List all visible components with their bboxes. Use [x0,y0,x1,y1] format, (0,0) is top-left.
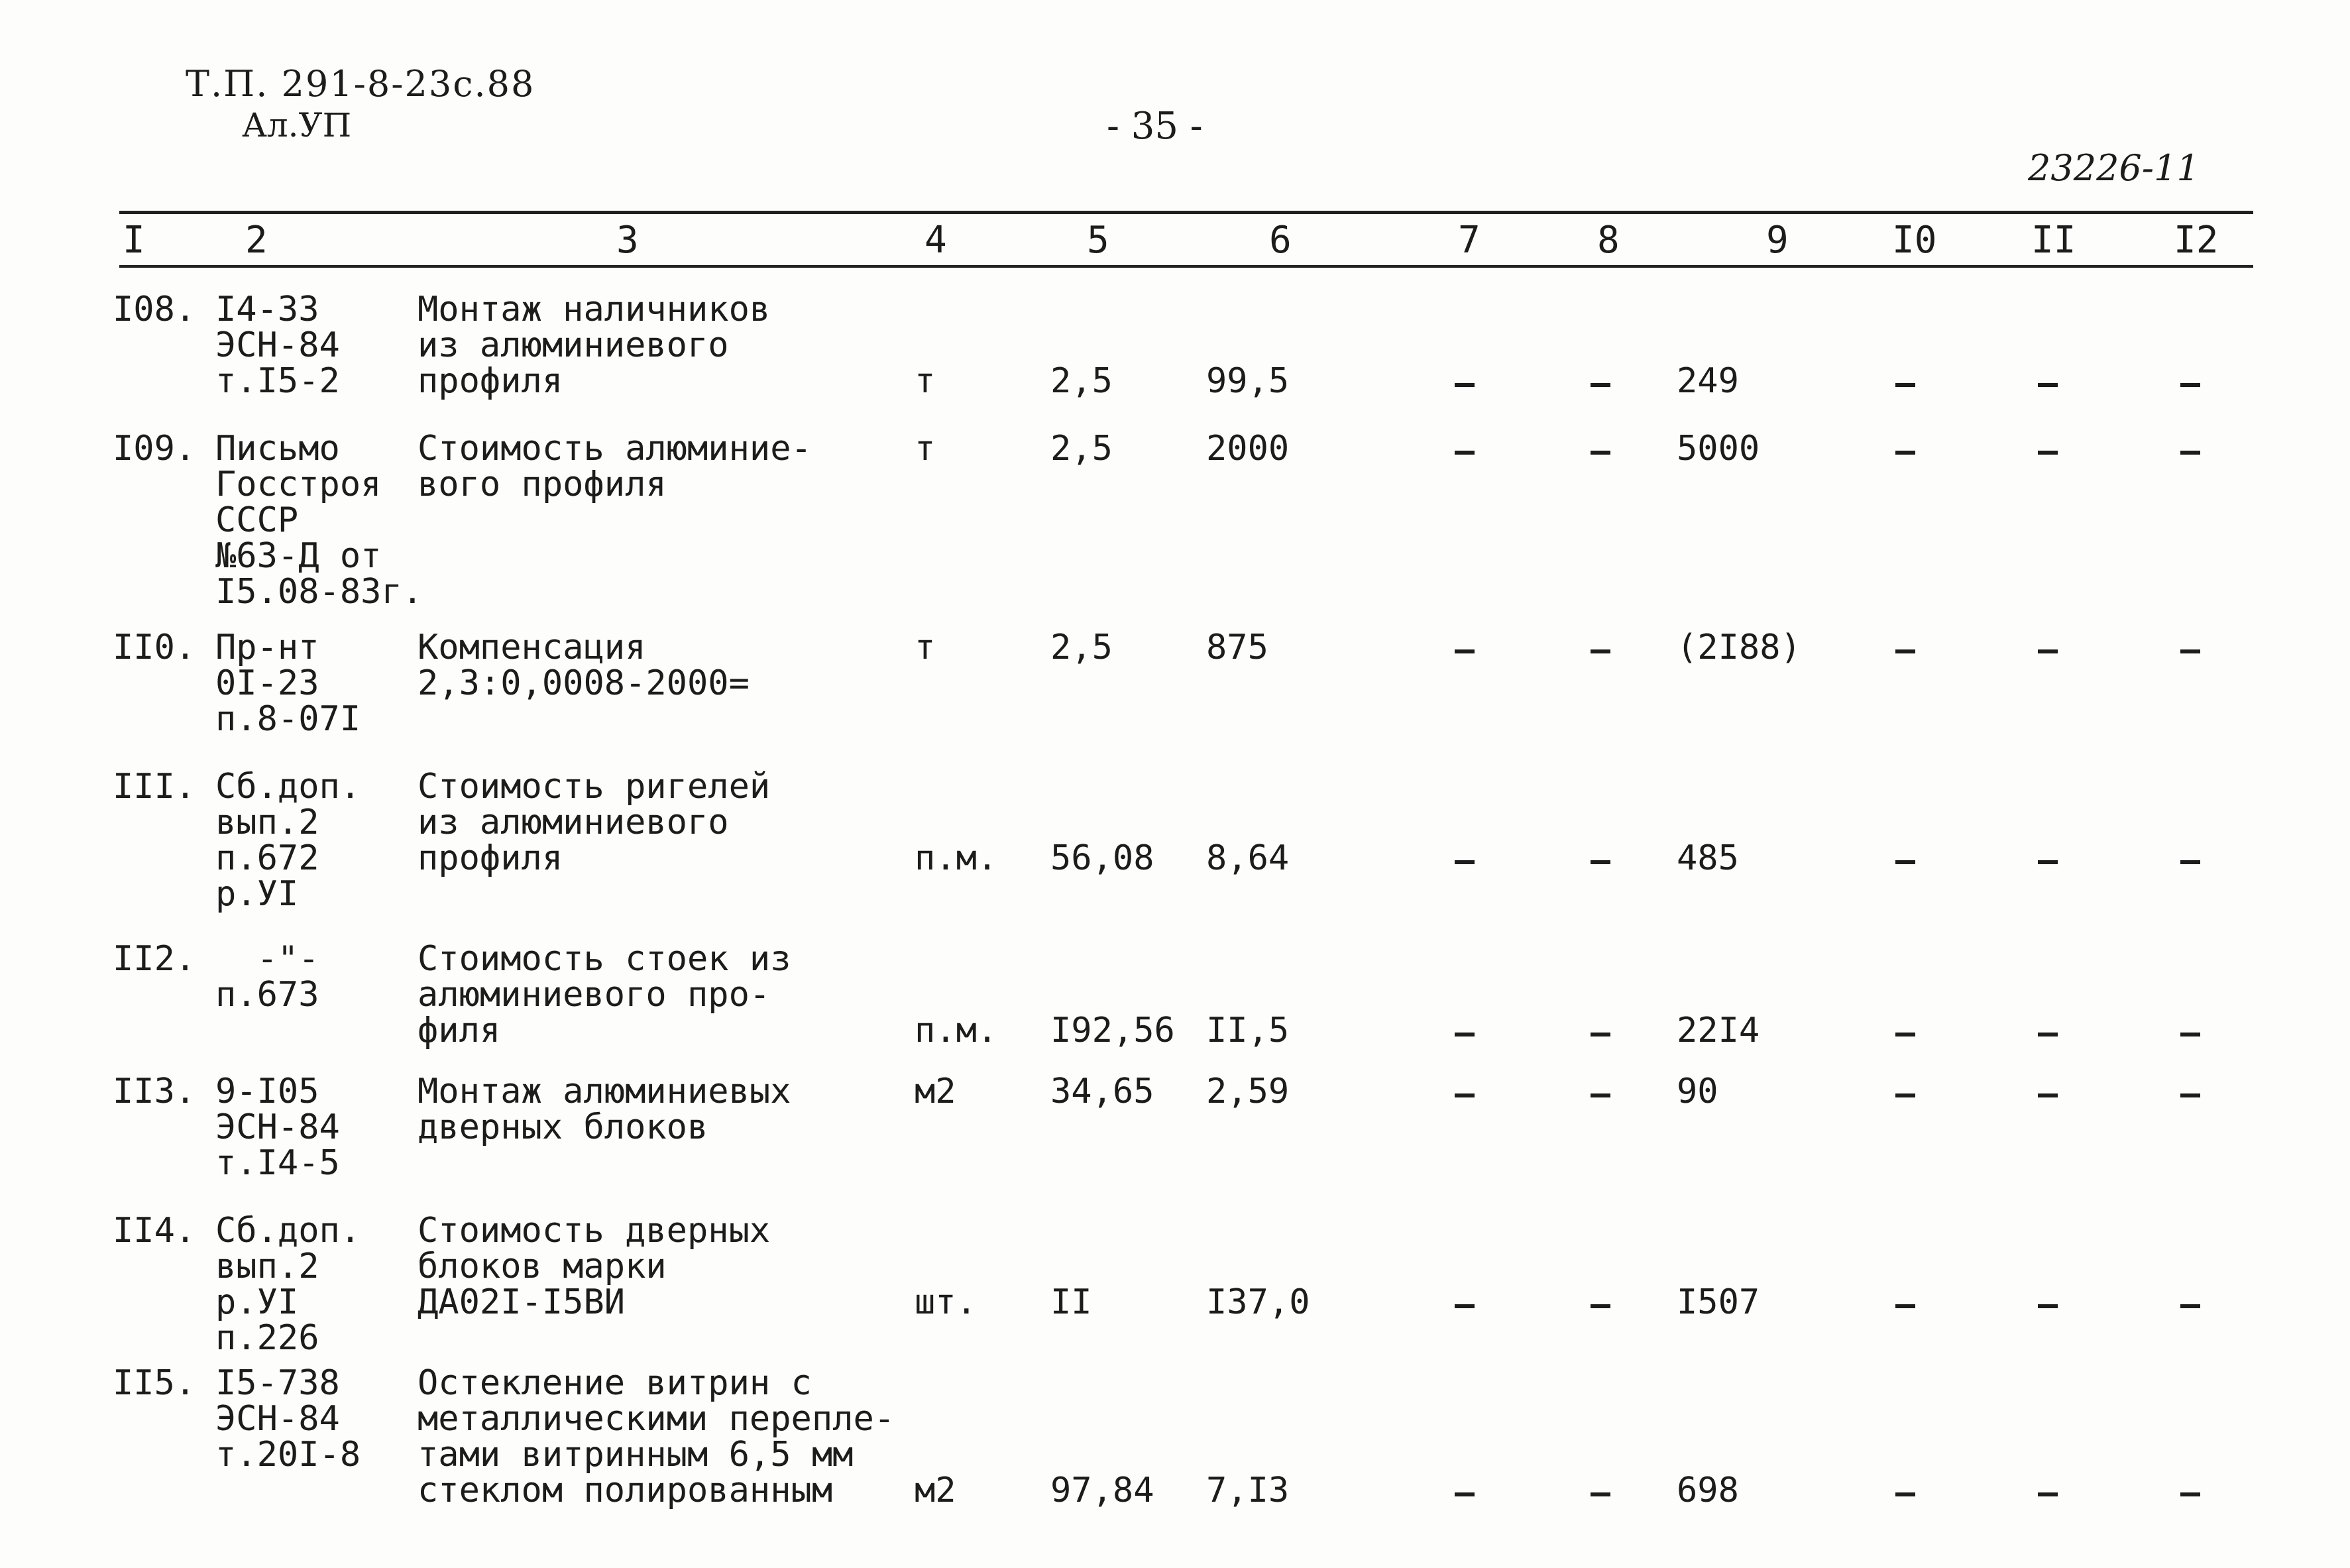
empty-value-dash [2038,649,2058,653]
album-number: Ал.УП [242,106,352,144]
quantity: 2,5 [1050,361,1113,401]
empty-value-dash [1591,649,1610,653]
empty-value-dash [2180,1304,2200,1308]
work-description-line: Стоимость стоек из [418,939,791,979]
page-number: - 35 - [1107,105,1203,148]
work-description-line: металлическими перепле- [418,1399,895,1439]
empty-value-dash [2038,1093,2058,1097]
work-description-line: Стоимость алюминие- [418,429,812,469]
total-cost: 22I4 [1677,1011,1760,1050]
archive-number: 23226-11 [2028,147,2200,189]
norm-reference-line: ЭСН-84 [215,1107,340,1147]
norm-reference-line: т.20I-8 [215,1435,361,1475]
quantity: 2,5 [1050,429,1113,469]
work-description-line: тами витринным 6,5 мм [418,1435,854,1475]
norm-reference-line: п.673 [215,975,319,1015]
norm-reference-line: п.672 [215,838,319,878]
column-header-11: II [2031,219,2076,262]
quantity: I92,56 [1050,1011,1175,1050]
unit-price: 7,I3 [1206,1471,1290,1510]
norm-reference-line: п.226 [215,1318,319,1358]
empty-value-dash [2038,451,2058,455]
empty-value-dash [2180,383,2200,387]
norm-reference-line: ЭСН-84 [215,325,340,365]
work-description-line: 2,3:0,0008-2000= [418,663,750,703]
unit-of-measure: т [915,361,936,401]
empty-value-dash [1895,1033,1915,1036]
empty-value-dash [1895,1304,1915,1308]
empty-value-dash [1591,1093,1610,1097]
norm-reference-line: I5-738 [215,1363,340,1403]
item-number: I09. [113,429,196,469]
work-description-line: стеклом полированным [418,1471,833,1510]
empty-value-dash [1455,649,1475,653]
work-description-line: Стоимость дверных [418,1211,771,1251]
work-description-line: Монтаж наличников [418,290,771,329]
unit-price: 99,5 [1206,361,1290,401]
empty-value-dash [2038,1033,2058,1036]
total-cost: 698 [1677,1471,1739,1510]
norm-reference-line: Пр-нт [215,628,319,667]
item-number: II3. [113,1072,196,1111]
empty-value-dash [2038,1492,2058,1496]
unit-of-measure: шт. [915,1282,977,1322]
unit-of-measure: т [915,429,936,469]
empty-value-dash [1455,860,1475,864]
empty-value-dash [1895,1492,1915,1496]
column-header-7: 7 [1458,219,1481,262]
empty-value-dash [1591,1033,1610,1036]
item-number: II4. [113,1211,196,1251]
norm-reference-line: №63-Д от [215,536,382,576]
work-description-line: из алюминиевого [418,325,729,365]
unit-price: 2000 [1206,429,1290,469]
total-cost: (2I88) [1677,628,1801,667]
empty-value-dash [1895,451,1915,455]
column-header-6: 6 [1269,219,1292,262]
work-description-line: профиля [418,838,563,878]
work-description-line: Стоимость ригелей [418,767,771,807]
unit-of-measure: т [915,628,936,667]
norm-reference-line: ЭСН-84 [215,1399,340,1439]
work-description-line: алюминиевого про- [418,975,771,1015]
work-description-line: Монтаж алюминиевых [418,1072,791,1111]
empty-value-dash [1591,1304,1610,1308]
total-cost: 485 [1677,838,1739,878]
column-header-2: 2 [245,219,268,262]
work-description-line: Остекление витрин с [418,1363,812,1403]
norm-reference-line: т.I4-5 [215,1143,340,1183]
empty-value-dash [2038,1304,2058,1308]
norm-reference-line: вып.2 [215,1247,319,1286]
work-description-line: ДА02I-I5ВИ [418,1282,626,1322]
quantity: II [1050,1282,1092,1322]
column-header-10: I0 [1892,219,1937,262]
work-description-line: Компенсация [418,628,646,667]
work-description-line: вого профиля [418,465,667,504]
empty-value-dash [2038,383,2058,387]
quantity: 34,65 [1050,1072,1154,1111]
empty-value-dash [1455,1304,1475,1308]
empty-value-dash [1455,1093,1475,1097]
norm-reference-line: I4-33 [215,290,319,329]
norm-reference-line: р.УI [215,1282,299,1322]
empty-value-dash [1591,860,1610,864]
norm-reference-line: СССР [215,500,299,540]
item-number: II5. [113,1363,196,1403]
norm-reference-line: 9-I05 [215,1072,319,1111]
norm-reference-line: п.8-07I [215,699,361,739]
empty-value-dash [1591,383,1610,387]
empty-value-dash [1455,1492,1475,1496]
document-code: Т.П. 291-8-23с.88 [186,63,535,105]
empty-value-dash [1455,451,1475,455]
unit-price: 875 [1206,628,1268,667]
column-header-3: 3 [616,219,639,262]
empty-value-dash [2180,451,2200,455]
column-header-4: 4 [924,219,947,262]
norm-reference-line: вып.2 [215,803,319,842]
unit-of-measure: п.м. [915,838,998,878]
total-cost: I507 [1677,1282,1760,1322]
empty-value-dash [1455,383,1475,387]
total-cost: 90 [1677,1072,1718,1111]
empty-value-dash [1895,649,1915,653]
empty-value-dash [2180,1033,2200,1036]
norm-reference-line: р.УI [215,874,299,914]
empty-value-dash [2180,1093,2200,1097]
column-header-12: I2 [2174,219,2219,262]
norm-reference-line: Письмо [215,429,340,469]
total-cost: 249 [1677,361,1739,401]
norm-reference-line: Сб.доп. [215,1211,361,1251]
unit-price: I37,0 [1206,1282,1310,1322]
item-number: II0. [113,628,196,667]
norm-reference-line: Сб.доп. [215,767,361,807]
empty-value-dash [1895,383,1915,387]
column-header-9: 9 [1766,219,1789,262]
norm-reference-line: 0I-23 [215,663,319,703]
work-description-line: блоков марки [418,1247,667,1286]
unit-price: 8,64 [1206,838,1290,878]
empty-value-dash [2180,649,2200,653]
quantity: 97,84 [1050,1471,1154,1510]
unit-of-measure: м2 [915,1072,956,1111]
norm-reference-line: т.I5-2 [215,361,340,401]
total-cost: 5000 [1677,429,1760,469]
column-header-1: I [123,219,145,262]
norm-reference-line: -"- [215,939,319,979]
unit-price: II,5 [1206,1011,1290,1050]
work-description-line: филя [418,1011,501,1050]
work-description-line: из алюминиевого [418,803,729,842]
item-number: II2. [113,939,196,979]
empty-value-dash [1591,451,1610,455]
unit-of-measure: м2 [915,1471,956,1510]
empty-value-dash [1895,1093,1915,1097]
item-number: I08. [113,290,196,329]
quantity: 2,5 [1050,628,1113,667]
norm-reference-line: Госстроя [215,465,382,504]
work-description-line: профиля [418,361,563,401]
item-number: III. [113,767,196,807]
work-description-line: дверных блоков [418,1107,708,1147]
empty-value-dash [2038,860,2058,864]
column-header-8: 8 [1597,219,1620,262]
unit-price: 2,59 [1206,1072,1290,1111]
empty-value-dash [2180,1492,2200,1496]
norm-reference-line: I5.08-83г. [215,572,423,612]
unit-of-measure: п.м. [915,1011,998,1050]
quantity: 56,08 [1050,838,1154,878]
table-header-rule [119,265,2253,268]
empty-value-dash [1895,860,1915,864]
empty-value-dash [1591,1492,1610,1496]
empty-value-dash [1455,1033,1475,1036]
empty-value-dash [2180,860,2200,864]
column-header-5: 5 [1087,219,1109,262]
table-top-rule [119,211,2253,214]
